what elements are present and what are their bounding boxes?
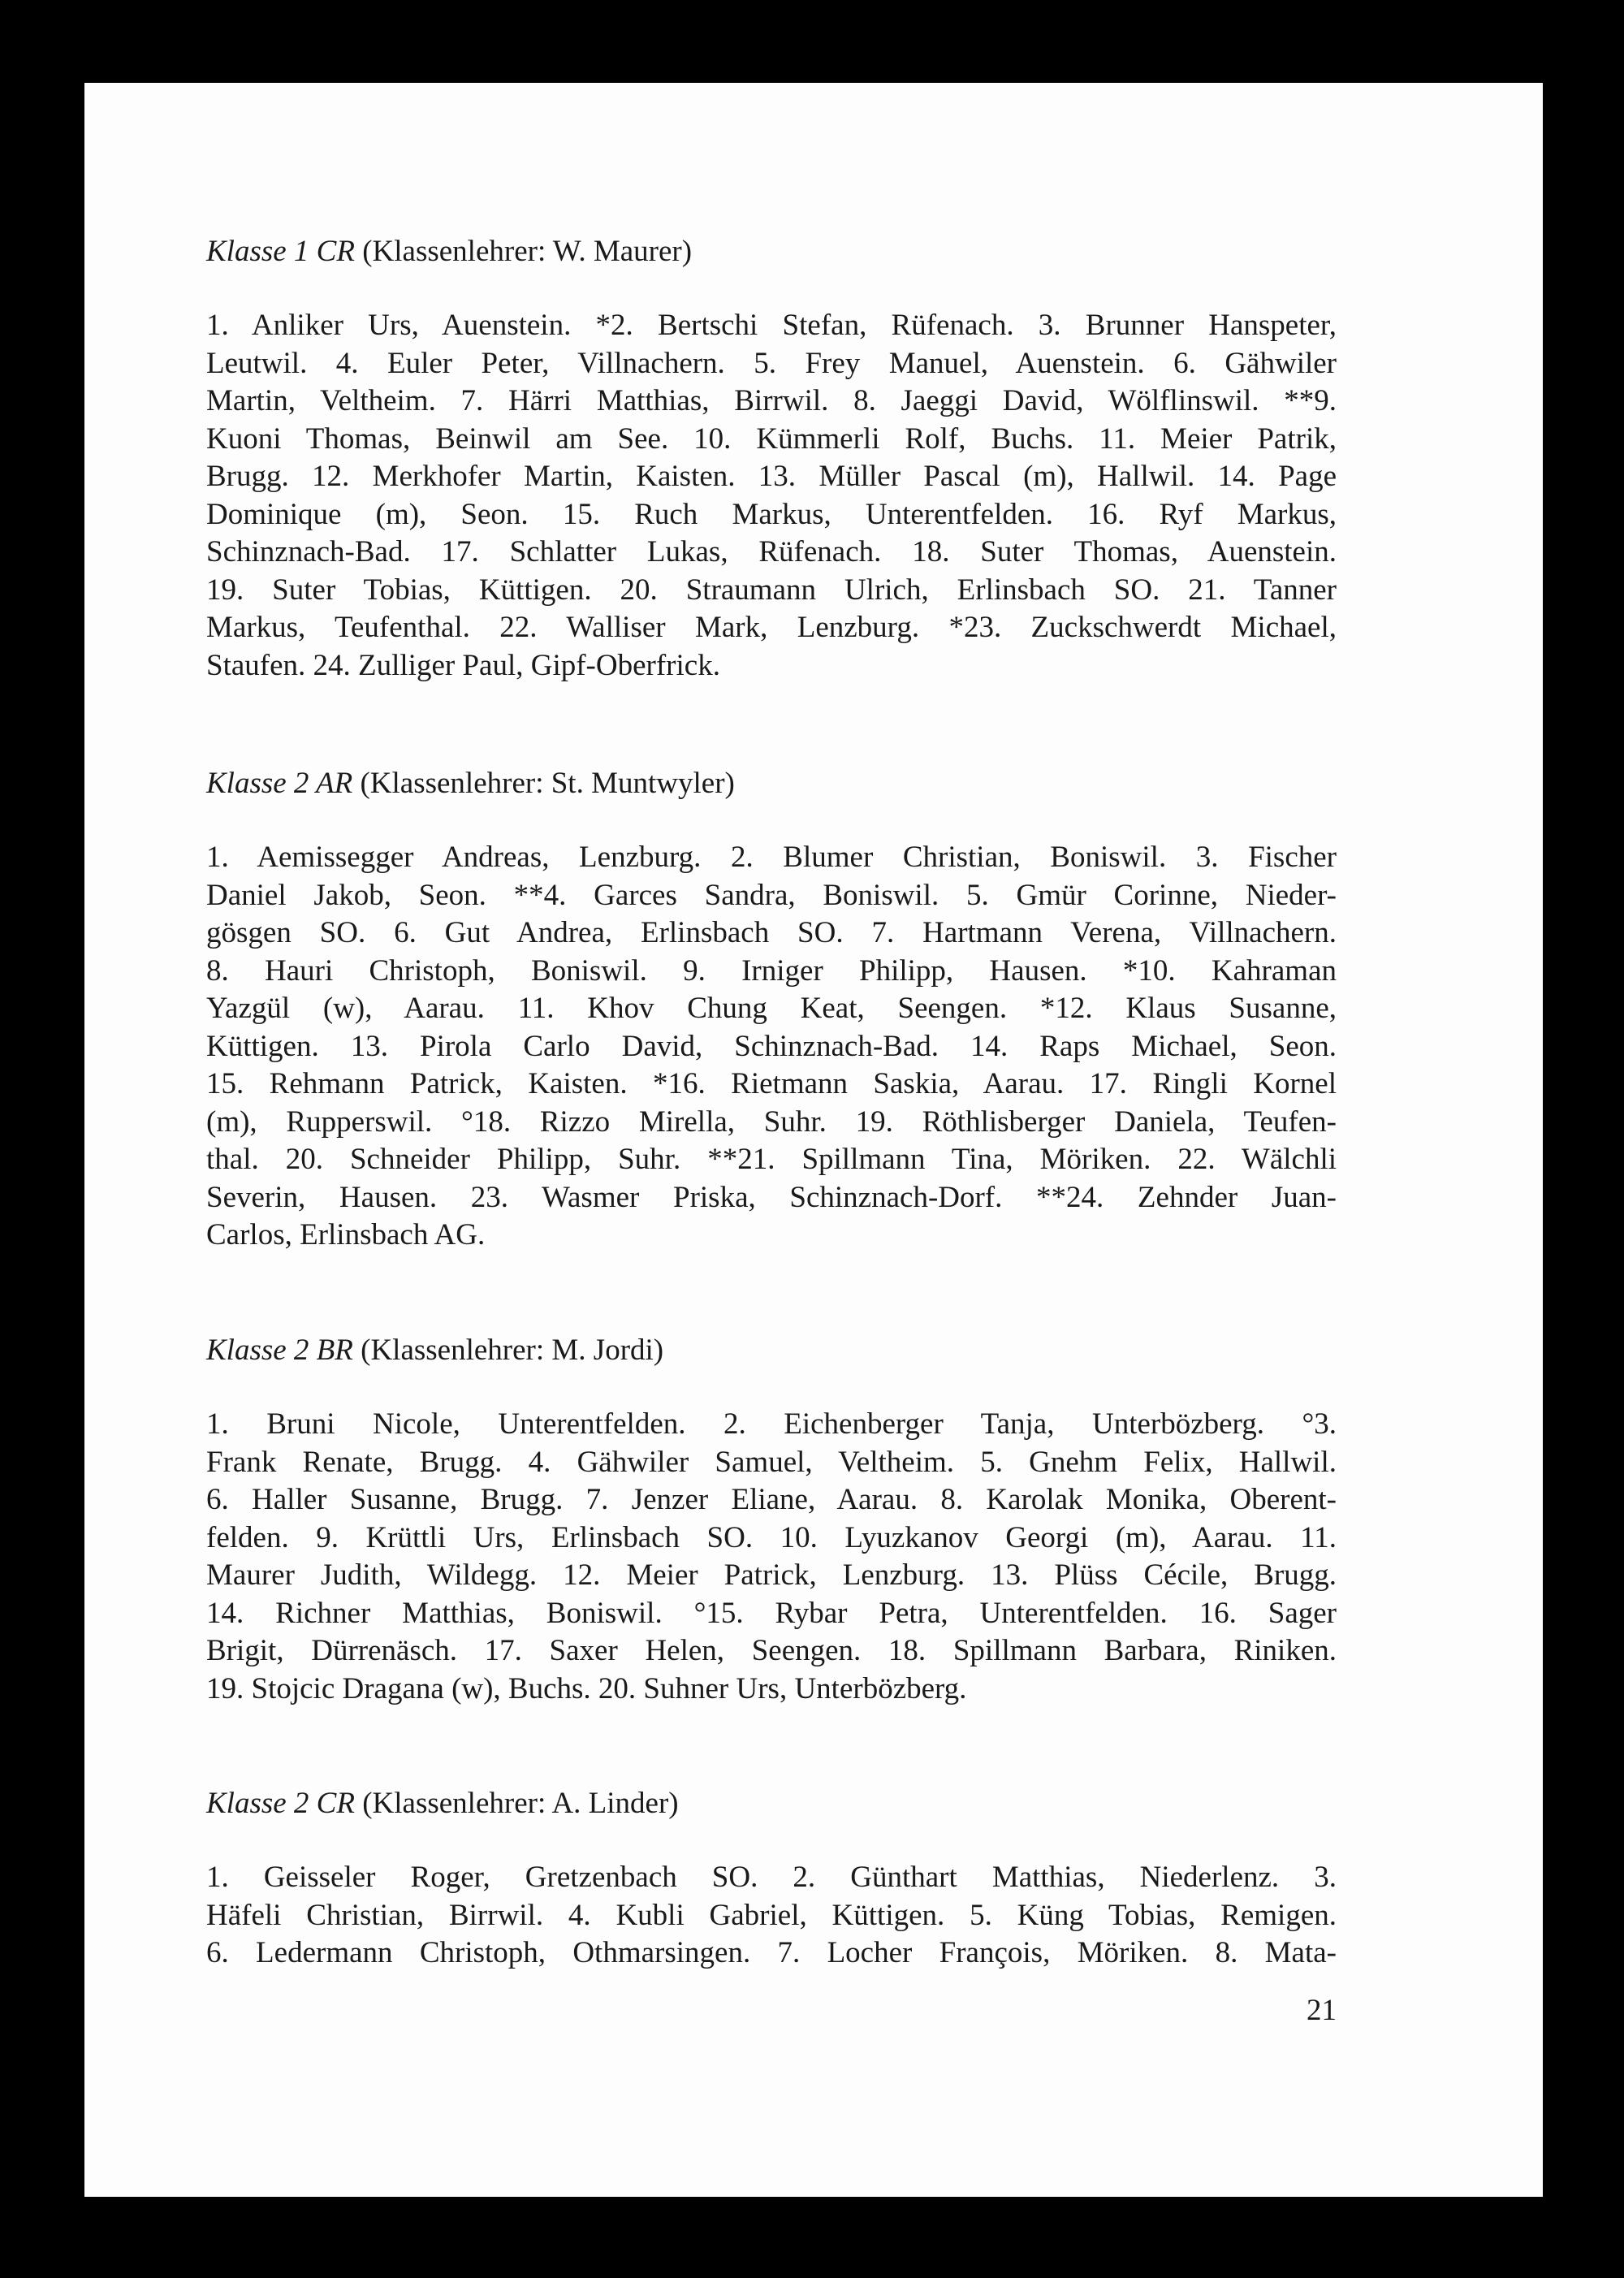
student-list-line: 14. Richner Matthias, Boniswil. °15. Rybar Petra, Unterentfelden. 16. Sager <box>206 1596 1337 1630</box>
class-section-2cr <box>206 1785 1337 1973</box>
class-section-1cr <box>206 233 1337 685</box>
student-list-line: Martin, Veltheim. 7. Härri Matthias, Birrwil. 8. Jaeggi David, Wölflinswil. **9. <box>206 384 1337 417</box>
student-list-line: 1. Geisseler Roger, Gretzenbach SO. 2. Günthart Matthias, Niederlenz. 3. <box>206 1861 1337 1894</box>
student-list-line: 6. Ledermann Christoph, Othmarsingen. 7. Locher François, Möriken. 8. Mata- <box>206 1936 1337 1969</box>
student-list-line: Carlos, Erlinsbach AG. <box>206 1218 486 1251</box>
page-number: 21 <box>1307 1994 1337 2027</box>
class-label: Klasse 1 CR <box>206 235 355 268</box>
class-heading <box>206 1785 1337 1822</box>
student-list-line: (m), Rupperswil. °18. Rizzo Mirella, Suhr. 19. Röthlisberger Daniela, Teufen- <box>206 1104 1337 1139</box>
student-list-line: Küttigen. 13. Pirola Carlo David, Schinznach-Bad. 14. Raps Michael, Seon. <box>206 1029 1337 1063</box>
student-list-line: Brigit, Dürrenäsch. 17. Saxer Helen, Seengen. 18. Spillmann Barbara, Riniken. <box>206 1634 1337 1667</box>
class-section-2br <box>206 1332 1337 1708</box>
class-teacher: (Klassenlehrer: A. Linder) <box>362 1787 679 1820</box>
class-teacher: (Klassenlehrer: W. Maurer) <box>362 235 693 268</box>
class-label: Klasse 2 AR <box>206 767 353 800</box>
student-list-line: Frank Renate, Brugg. 4. Gähwiler Samuel, Veltheim. 5. Gnehm Felix, Hallwil. <box>206 1445 1337 1479</box>
student-list-line: Schinznach-Bad. 17. Schlatter Lukas, Rüfenach. 18. Suter Thomas, Auenstein. <box>206 535 1337 568</box>
student-list-line: 6. Haller Susanne, Brugg. 7. Jenzer Eliane, Aarau. 8. Karolak Monika, Oberent- <box>206 1483 1337 1516</box>
student-list-line: Staufen. 24. Zulliger Paul, Gipf-Oberfrick. <box>206 648 720 682</box>
student-list-line: Kuoni Thomas, Beinwil am See. 10. Kümmerli Rolf, Buchs. 11. Meier Patrik, <box>206 421 1337 456</box>
student-list-line: 15. Rehmann Patrick, Kaisten. *16. Rietmann Saskia, Aarau. 17. Ringli Kornel <box>206 1067 1337 1100</box>
student-list-line: Daniel Jakob, Seon. **4. Garces Sandra, Boniswil. 5. Gmür Corinne, Nieder- <box>206 878 1337 912</box>
class-heading <box>206 233 1337 270</box>
student-list <box>206 839 1337 1255</box>
class-teacher: (Klassenlehrer: St. Muntwyler) <box>360 767 735 800</box>
student-list-line: Markus, Teufenthal. 22. Walliser Mark, Lenzburg. *23. Zuckschwerdt Michael, <box>206 611 1337 644</box>
class-section-2ar <box>206 765 1337 1255</box>
student-list-line: Severin, Hausen. 23. Wasmer Priska, Schinznach-Dorf. **24. Zehnder Juan- <box>206 1180 1337 1214</box>
student-list-line: gösgen SO. 6. Gut Andrea, Erlinsbach SO. 7. Hartmann Verena, Villnachern. <box>206 916 1337 949</box>
student-list-line: Brugg. 12. Merkhofer Martin, Kaisten. 13. Müller Pascal (m), Hallwil. 14. Page <box>206 460 1337 493</box>
student-list-line: Yazgül (w), Aarau. 11. Khov Chung Keat, Seengen. *12. Klaus Susanne, <box>206 992 1337 1025</box>
student-list <box>206 1859 1337 1973</box>
student-list-line: 8. Hauri Christoph, Boniswil. 9. Irniger Philipp, Hausen. *10. Kahraman <box>206 953 1337 988</box>
class-label: Klasse 2 BR <box>206 1334 353 1367</box>
student-list-line: felden. 9. Krüttli Urs, Erlinsbach SO. 10. Lyuzkanov Georgi (m), Aarau. 11. <box>206 1520 1337 1554</box>
student-list-line: Dominique (m), Seon. 15. Ruch Markus, Unterentfelden. 16. Ryf Markus, <box>206 497 1337 531</box>
student-list-line: Maurer Judith, Wildegg. 12. Meier Patrick, Lenzburg. 13. Plüss Cécile, Brugg. <box>206 1558 1337 1592</box>
student-list-line: 19. Stojcic Dragana (w), Buchs. 20. Suhner Urs, Unterbözberg. <box>206 1671 967 1705</box>
class-heading <box>206 1332 1337 1369</box>
class-heading <box>206 765 1337 802</box>
student-list-line: 1. Anliker Urs, Auenstein. *2. Bertschi Stefan, Rüfenach. 3. Brunner Hanspeter, <box>206 309 1337 342</box>
student-list-line: thal. 20. Schneider Philipp, Suhr. **21. Spillmann Tina, Möriken. 22. Wälchli <box>206 1143 1337 1176</box>
student-list-line: 1. Bruni Nicole, Unterentfelden. 2. Eichenberger Tanja, Unterbözberg. °3. <box>206 1407 1337 1441</box>
class-label: Klasse 2 CR <box>206 1787 355 1820</box>
student-list <box>206 1406 1337 1708</box>
student-list-line: Leutwil. 4. Euler Peter, Villnachern. 5. Frey Manuel, Auenstein. 6. Gähwiler <box>206 346 1337 380</box>
class-teacher: (Klassenlehrer: M. Jordi) <box>361 1334 664 1367</box>
student-list <box>206 307 1337 685</box>
student-list-line: 19. Suter Tobias, Küttigen. 20. Straumann Ulrich, Erlinsbach SO. 21. Tanner <box>206 573 1337 607</box>
document-page <box>84 83 1543 2197</box>
student-list-line: Häfeli Christian, Birrwil. 4. Kubli Gabriel, Küttigen. 5. Küng Tobias, Remigen. <box>206 1898 1337 1932</box>
student-list-line: 1. Aemissegger Andreas, Lenzburg. 2. Blumer Christian, Boniswil. 3. Fischer <box>206 841 1337 874</box>
